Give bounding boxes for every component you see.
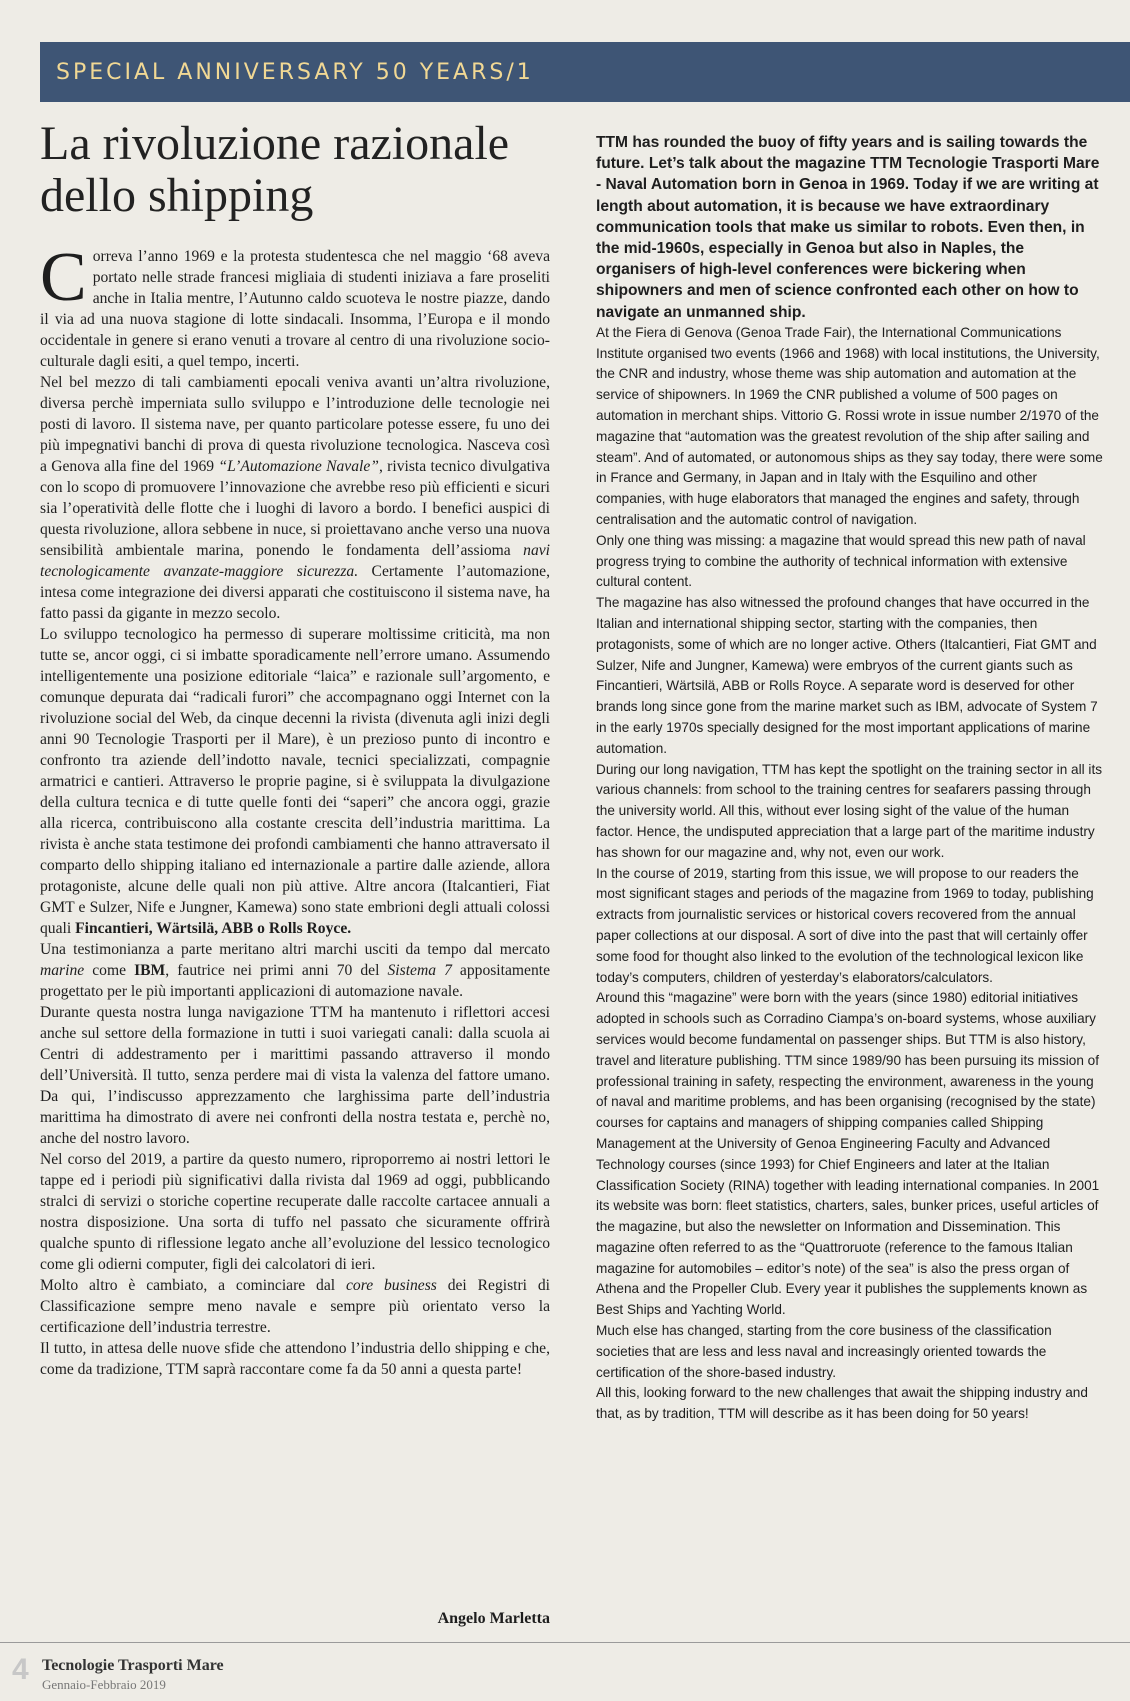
en-lead: TTM has rounded the buoy of fifty years and is sailing towards the future. Let’s talk about the magazine TTM Tecnologie Trasporti Mare - Naval Automation born in Genoa in 1969. Today if we are writing at length about automation, it is because we have extraordinary communication tools that make us similar to robots. Even then, in the mid-1960s, especially in Genoa but also in Naples, the organisers of high-level conferences were bickering when shipowners and men of science confronted each other on how to navigate an unmanned ship.	[596, 134, 1100, 321]
en-paragraph-5: In the course of 2019, starting from this issue, we will propose to our readers the most significant stages and periods of the magazine from 1969 to today, publishing extracts from journalistic services or historical covers recovered from the annual paper collections at our disposal. A sort of dive into the past that will certainly offer some food for thought also linked to the evolution of the technological lexicon like today’s computers, children of yesterday’s elaborators/calculators.	[596, 865, 1094, 985]
en-paragraph-4: During our long navigation, TTM has kept the spotlight on the training sector in all its various channels: from school to the training centres for seafarers passing through the university world. All this, without ever losing sight of the value of the human factor. Hence, the undisputed appreciation that a large part of the maritime industry has shown for our magazine and, why not, even our work.	[596, 761, 1103, 860]
section-banner	[40, 42, 1130, 102]
author-signature: Angelo Marletta	[437, 1610, 550, 1627]
italian-column	[40, 239, 550, 1380]
en-paragraph-7: Much else has changed, starting from the core business of the classification societies that are less and less naval and increasingly oriented towards the certification of the shore-based industry.	[596, 1323, 1052, 1380]
page-footer	[0, 1642, 1130, 1701]
banner-text: SPECIAL ANNIVERSARY 50 YEARS/1	[56, 59, 534, 85]
it-paragraph-3: Lo sviluppo tecnologico ha permesso di superare moltissime criticità, ma non tutte se, ancor oggi, ci si imbatte sporadicamente nell’errore umano. Assumendo intelligentemente una posizione editoriale “laica” e razionale sull’argomento, e comunque depurata dai “radicali furori” che accompagnano oggi Internet con la rivoluzione social del Web, da cinque decenni la rivista (divenuta agli inizi degli anni 90 Tecnologie Trasporti per il Mare), è un prezioso punto di incontro e confronto tra aziende dell’indotto navale, tecnici specializzati, compagnie armatrici e cantieri. Attraverso le proprie pagine, si è sviluppata la divulgazione della cultura tecnica e di tutte quelle fonti dei “saperi” che ancora oggi, grazie alla ricerca, contribuiscono alla costante crescita dell’industria marittima. La rivista è anche stata testimone dei profondi cambiamenti che hanno attraversato il comparto dello shipping italiano ed internazionale a partire dalle aziende, allora protagoniste, alcune delle quali non più attive. Altre ancora (Italcantieri, Fiat GMT e Sulzer, Nife e Jungner, Kamewa) sono state embrioni degli attuali colossi quali Fincantieri, Wärtsilä, ABB o Rolls Royce.	[40, 626, 550, 937]
it-paragraph-6: Nel corso del 2019, a partire da questo numero, riproporremo ai nostri lettori le tappe ed i periodi più significativi dalla rivista dal 1969 ad oggi, pubblicando stralci di servizi o storiche copertine recuperate dalle raccolte cartacee annuali a nostra disposizione. Una sorta di tuffo nel passato che sicuramente offrirà qualche spunto di riflessione legato anche all’evoluzione del lessico tecnologico come gli odierni computer, figli dei calcolatori di ieri.	[40, 1151, 550, 1273]
en-paragraph-8: All this, looking forward to the new challenges that await the shipping industry and that, as by tradition, TTM will describe as it has been doing for 50 years!	[596, 1385, 1088, 1422]
issue-date: Gennaio-Febbraio 2019	[42, 1677, 166, 1692]
en-paragraph-6: Around this “magazine” were born with the years (since 1980) editorial initiatives adopted in schools such as Corradino Ciampa’s on-board systems, whose auxiliary services would become fundamental on passenger ships. But TTM is also history, travel and literature publishing. TTM since 1989/90 has been pursuing its mission of professional training in safety, respecting the environment, awareness in the young of naval and maritime problems, and has been organising (recognised by the state) courses for captains and managers of shipping companies called Shipping Management at the University of Genoa Engineering Faculty and Advanced Technology courses (since 1993) for Chief Engineers and later at the Italian Classification Society (RINA) together with leading international companies. In 2001 its website was born: fleet statistics, charters, sales, bunker prices, useful articles of the magazine, but also the newsletter on Information and Dissemination. This magazine often referred to as the “Quattroruote (reference to the famous Italian magazine for automobiles – editor’s note) of the sea” is also the press organ of Athena and the Propeller Club. Every year it publishes the supplements known as Best Ships and Yachting World.	[596, 990, 1100, 1318]
article-title: La rivoluzione razionale dello shipping	[40, 117, 510, 222]
magazine-name: Tecnologie Trasporti Mare	[42, 1657, 224, 1674]
en-paragraph-1: At the Fiera di Genova (Genoa Trade Fair), the International Communications Institute organised two events (1966 and 1968) with local institutions, the University, the CNR and industry, whose theme was ship automation and automation at the service of shipowners. In 1969 the CNR published a volume of 500 pages on automation in merchant ships. Vittorio G. Rossi wrote in issue number 2/1970 of the magazine that “automation was the greatest revolution of the ship after sailing and steam”. And of automated, or autonomous ships as they say today, there were some in France and Germany, in Japan and in Italy with the Esquilino and other companies, with huge elaborators that managed the engines and safety, through centralisation and the automatic control of navigation.	[596, 324, 1103, 527]
en-paragraph-2: Only one thing was missing: a magazine that would spread this new path of naval progress trying to combine the authority of technical information with extensive cultural content.	[596, 532, 1086, 590]
page-number: 4	[12, 1653, 29, 1686]
it-paragraph-7: Molto altro è cambiato, a cominciare dal core business dei Registri di Classificazione sempre meno navale e sempre più orientato verso la certificazione dell’industria terrestre.	[40, 1277, 550, 1336]
it-paragraph-1: Correva l’anno 1969 e la protesta studentesca che nel maggio ‘68 aveva portato nelle strade francesi migliaia di studenti iniziava a fare proseliti anche in Italia mentre, l’Autunno caldo scuoteva le nostre piazze, dando il via ad una nuova stagione di lotte sindacali. Insomma, l’Europa e il mondo occidentale in genere si erano venuti a trovare al centro di una rivoluzione socio-culturale dagli esiti, a quel tempo, incerti.	[40, 239, 550, 370]
it-paragraph-2: Nel bel mezzo di tali cambiamenti epocali veniva avanti un’altra rivoluzione, diversa perchè imperniata sullo sviluppo e l’introduzione delle tecnologie nei posti di lavoro. Il sistema nave, per quanto particolare potesse essere, fu uno dei più impegnativi banchi di prova di questa rivoluzione tecnologica. Nasceva così a Genova alla fine del 1969 “L’Automazione Navale”, rivista tecnico divulgativa con lo scopo di promuovere l’innovazione che avrebbe reso più efficienti e sicuri sia l’operatività delle flotte che i luoghi di lavoro a bordo. I benefici auspici di questa rivoluzione, allora sebbene in nuce, si proiettavano anche verso una nuova sensibilità ambientale marina, ponendo le fondamenta dell’assioma navi tecnologicamente avanzate-maggiore sicurezza. Certamente l’automazione, intesa come integrazione dei diversi apparati che costituiscono il sistema nave, ha fatto passi da gigante in mezzo secolo.	[40, 374, 550, 622]
english-column	[596, 132, 1106, 1425]
it-paragraph-8: Il tutto, in attesa delle nuove sfide che attendono l’industria dello shipping e che, come da tradizione, TTM saprà raccontare come fa da 50 anni a questa parte!	[40, 1340, 550, 1378]
drop-cap: C	[40, 239, 87, 316]
en-paragraph-3: The magazine has also witnessed the profound changes that have occurred in the Italian and international shipping sector, starting with the companies, then protagonists, some of which are no longer active. Others (Italcantieri, Fiat GMT and Sulzer, Nife and Jungner, Kamewa) were embryos of the current giants such as Fincantieri, Wärtsilä, ABB or Rolls Royce. A separate word is deserved for other brands long since gone from the marine market such as IBM, advocate of System 7 in the early 1970s specially designed for the most important applications of marine automation.	[596, 595, 1098, 756]
it-paragraph-5: Durante questa nostra lunga navigazione TTM ha mantenuto i riflettori accesi anche sul settore della formazione in tutti i suoi variegati canali: dalla scuola ai Centri di addestramento per i marittimi passando attraverso il mondo dell’Università. Il tutto, senza perdere mai di vista la valenza del fattore umano. Da qui, l’indiscusso apprezzamento che larghissima parte dell’industria marittima ha dimostrato di avere nei confronti della nostra testata e, perchè no, anche del nostro lavoro.	[40, 1004, 550, 1147]
it-paragraph-4: Una testimonianza a parte meritano altri marchi usciti da tempo dal mercato marine come IBM, fautrice nei primi anni 70 del Sistema 7 appositamente progettato per le più importanti applicazioni di automazione navale.	[40, 941, 550, 1000]
